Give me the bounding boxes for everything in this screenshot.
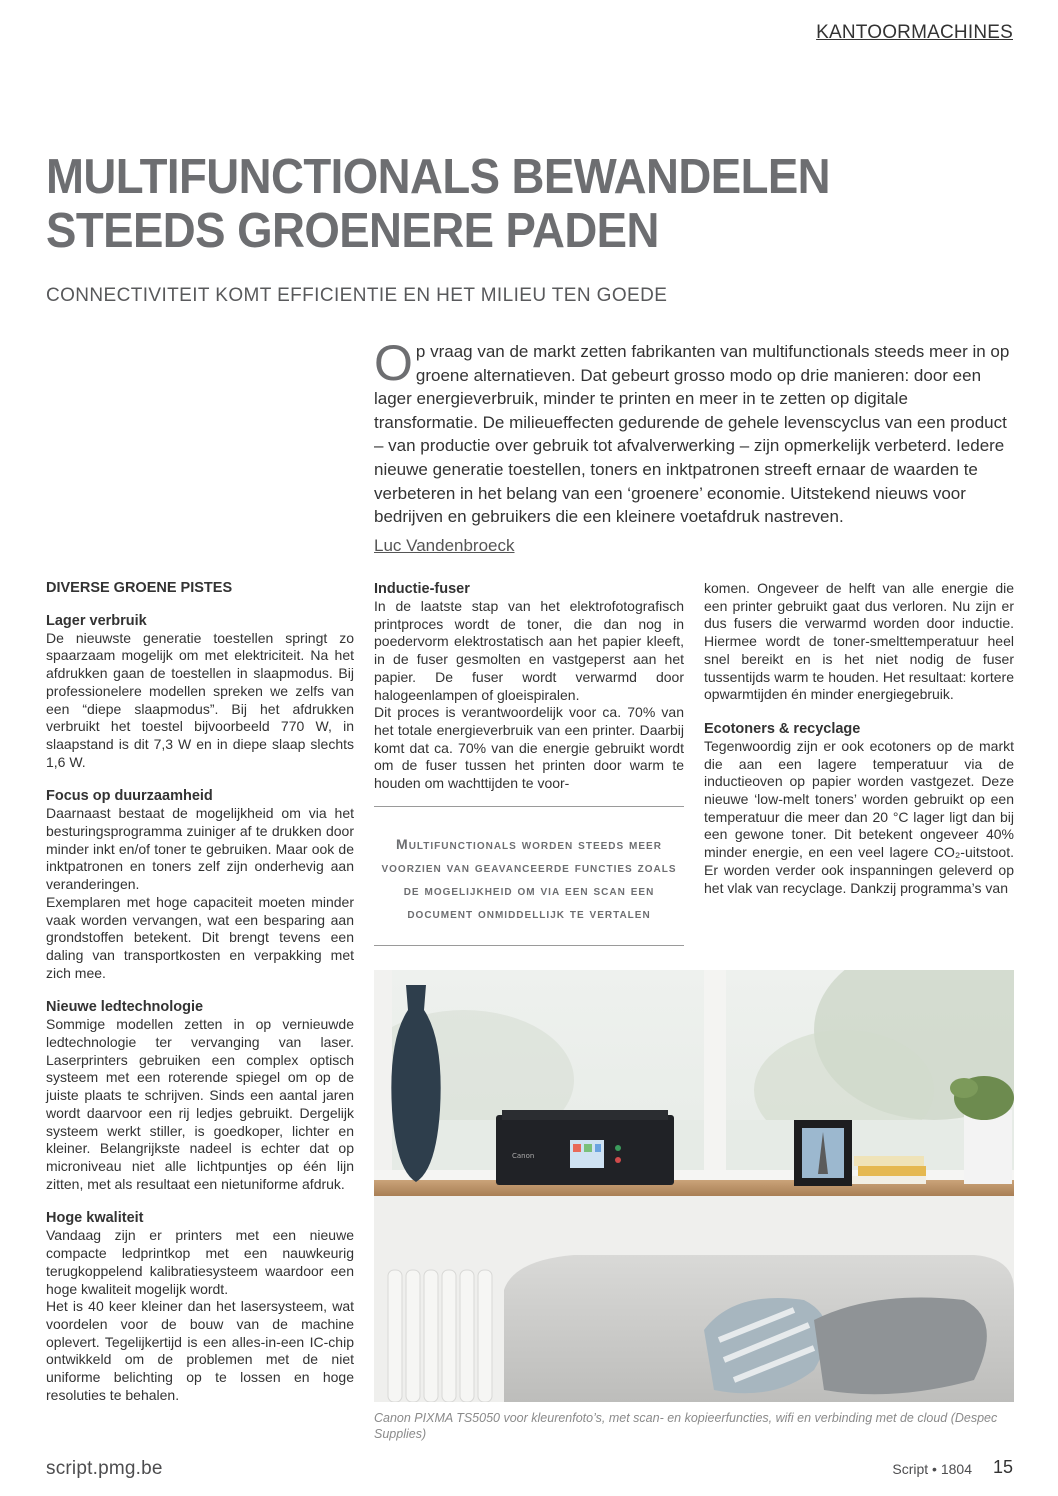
paragraph: Exemplaren met hoge capaciteit moeten minder vaak worden vervangen, wat een besparing aan grondstoffen betekent. Dit brengt tevens een daling van transportkosten en verpakking met zich mee.	[46, 893, 354, 981]
paragraph: Sommige modellen zetten in op vernieuwde ledtechnologie ter vervanging van laser. Laserprinters gebruiken een complex optisch systeem met een roterende spiegel om op de juiste plaats te schrijven. Sinds een aantal jaren wordt daarvoor een rij ledjes gebruikt. Dergelijk systeem werkt stiller, is goedkoper, lichter en kleiner. Belangrijkste nadeel is echter dat op microniveau niet alle lichtpuntjes op één lijn zitten, met als resultaat een nietuniforme afdruk.	[46, 1016, 354, 1192]
section-tag: KANTOORMACHINES	[816, 22, 1013, 43]
subheading-focus: Focus op duurzaamheid	[46, 788, 213, 805]
lead-text: p vraag van de markt zetten fabrikanten van multifunctionals steeds meer in op groene alternatieven. Dat gebeurt grosso modo op drie manieren: door een lager energieverbruik, minder te printen en meer in te zetten op digitale transformatie. De milieueffecten gedurende de gehele levenscyclus van een product – van productie over gebruik tot afvalverwerking – zijn opmerkelijk verbeterd. Iedere nieuwe generatie toestellen, toners en inktpatronen streeft ernaar de waarden te verbeteren in het belang van een ‘groenere’ economie. Uitstekend nieuws voor bedrijven en gebruikers die een kleinere voetafdruk nastreven.	[374, 342, 1010, 527]
column-3	[704, 580, 1014, 897]
subheading-ledtechnologie: Nieuwe ledtechnologie	[46, 999, 204, 1016]
article-author: Luc Vandenbroeck	[374, 536, 515, 555]
article-subtitle: CONNECTIVITEIT KOMT EFFICIENTIE EN HET MILIEU TEN GOEDE	[46, 285, 668, 306]
pull-quote-text: Multifunctionals worden steeds meer voorzien van geavanceerde functies zoals de mogelijkheid om via een scan een document onmiddellijk te vertalen	[381, 836, 677, 921]
plant-pot-icon	[964, 1110, 1012, 1184]
paragraph: Tegenwoordig zijn er ook ecotoners op de markt die aan een lagere temperatuur via de inductieoven op papier worden vastgezet. Deze nieuwe ‘low-melt toners’ worden gebruikt op een temperatuur die meer dan 20 °C lager ligt dan bij een gewone toner. Dit betekent ongeveer 40% minder energie, en een veel lagere CO₂-uitstoot. Er worden verder ook inspanningen geleverd op het vlak van recyclage. Dankzij programma’s van	[704, 737, 1014, 896]
subheading-lager-verbruik: Lager verbruik	[46, 612, 147, 629]
column-1	[46, 580, 354, 1404]
section-heading: DIVERSE GROENE PISTES	[46, 580, 233, 596]
column-2	[374, 580, 684, 793]
paragraph: Daarnaast bestaat de mogelijkheid om via het besturingsprogramma zuiniger af te drukken door minder inkt en/of toner te gebruiken. Maar ook de inktpatronen en toners zelf zijn onderhevig aan veranderingen.	[46, 805, 354, 893]
footer-url[interactable]: script.pmg.be	[46, 1458, 163, 1479]
photo-caption: Canon PIXMA TS5050 voor kleurenfoto’s, met scan- en kopieerfuncties, wifi en verbinding met de cloud (Despec Supplies)	[374, 1411, 998, 1441]
subheading-inductie-fuser: Inductie-fuser	[374, 581, 470, 597]
product-photo	[374, 970, 1014, 1402]
footer-magazine-issue: Script • 1804	[892, 1461, 972, 1477]
paragraph: De nieuwste generatie toestellen springt zo spaarzaam mogelijk om met elektriciteit. Na het afdrukken gaan de toestellen in slaapmodus. Bij professionelere modellen spreken we zelfs van een “diepe slaapmodus”. Bij het afdrukken verbruikt het toestel bijvoorbeeld 770 W, in slaapstand is dit 7,3 W en in diepe slaap slechts 1,6 W.	[46, 629, 354, 770]
window-frame	[704, 970, 726, 1180]
page-number: 15	[992, 1457, 1013, 1477]
drop-cap: O	[374, 335, 413, 391]
paragraph: Het is 40 keer kleiner dan het lasersysteem, wat voordelen voor de bouw van de machine oplevert. Tegelijkertijd is een alles-in-een IC-chip ontwikkeld om de problemen met de niet uniforme belichting op te lossen en hoge resoluties te behalen.	[46, 1298, 354, 1403]
printer-scene-illustration	[374, 970, 1014, 1402]
title-line-1: MULTIFUNCTIONALS BEWANDELEN	[46, 150, 831, 204]
subheading-hoge-kwaliteit: Hoge kwaliteit	[46, 1210, 144, 1227]
subheading-ecotoners: Ecotoners & recyclage	[704, 720, 861, 737]
paragraph: In de laatste stap van het elektrofotografisch printproces wordt de toner, die dan nog in poedervorm elektrostatisch aan het papier kleeft, in de fuser gesmolten en vastgeperst aan het papier. De fuser wordt verwarmd door halogeenlampen of gloeispiralen.	[374, 598, 684, 703]
paragraph: Vandaag zijn er printers met een nieuwe compacte ledprintkop met een nauwkeurig terugkoppelend kalibratiesysteem waardoor een hoge kwaliteit mogelijk wordt.	[46, 1227, 354, 1297]
article-lead	[374, 335, 1014, 529]
paragraph: komen. Ongeveer de helft van alle energie die een printer gebruikt gaat dus verloren. Nu zijn er dus fusers die verwarmd worden door inductie. Hiermee wordt de toner-smelttemperatuur heel snel bereikt en is het niet nodig de fuser tussentijds warm te houden. Het resultaat: kortere opwarmtijden én minder energiegebruik.	[704, 580, 1014, 703]
article-title	[46, 150, 939, 258]
paragraph: Dit proces is verantwoordelijk voor ca. 70% van het totale energieverbruik van een printer. Daarbij komt dat ca. 70% van die energie gebruikt wordt om de fuser tussen het printen door warm te houden om wachttijden te voor-	[374, 704, 684, 792]
printer-brand-label: Canon	[512, 1152, 535, 1160]
title-line-2: STEEDS GROENERE PADEN	[46, 204, 659, 258]
pull-quote	[374, 806, 684, 946]
